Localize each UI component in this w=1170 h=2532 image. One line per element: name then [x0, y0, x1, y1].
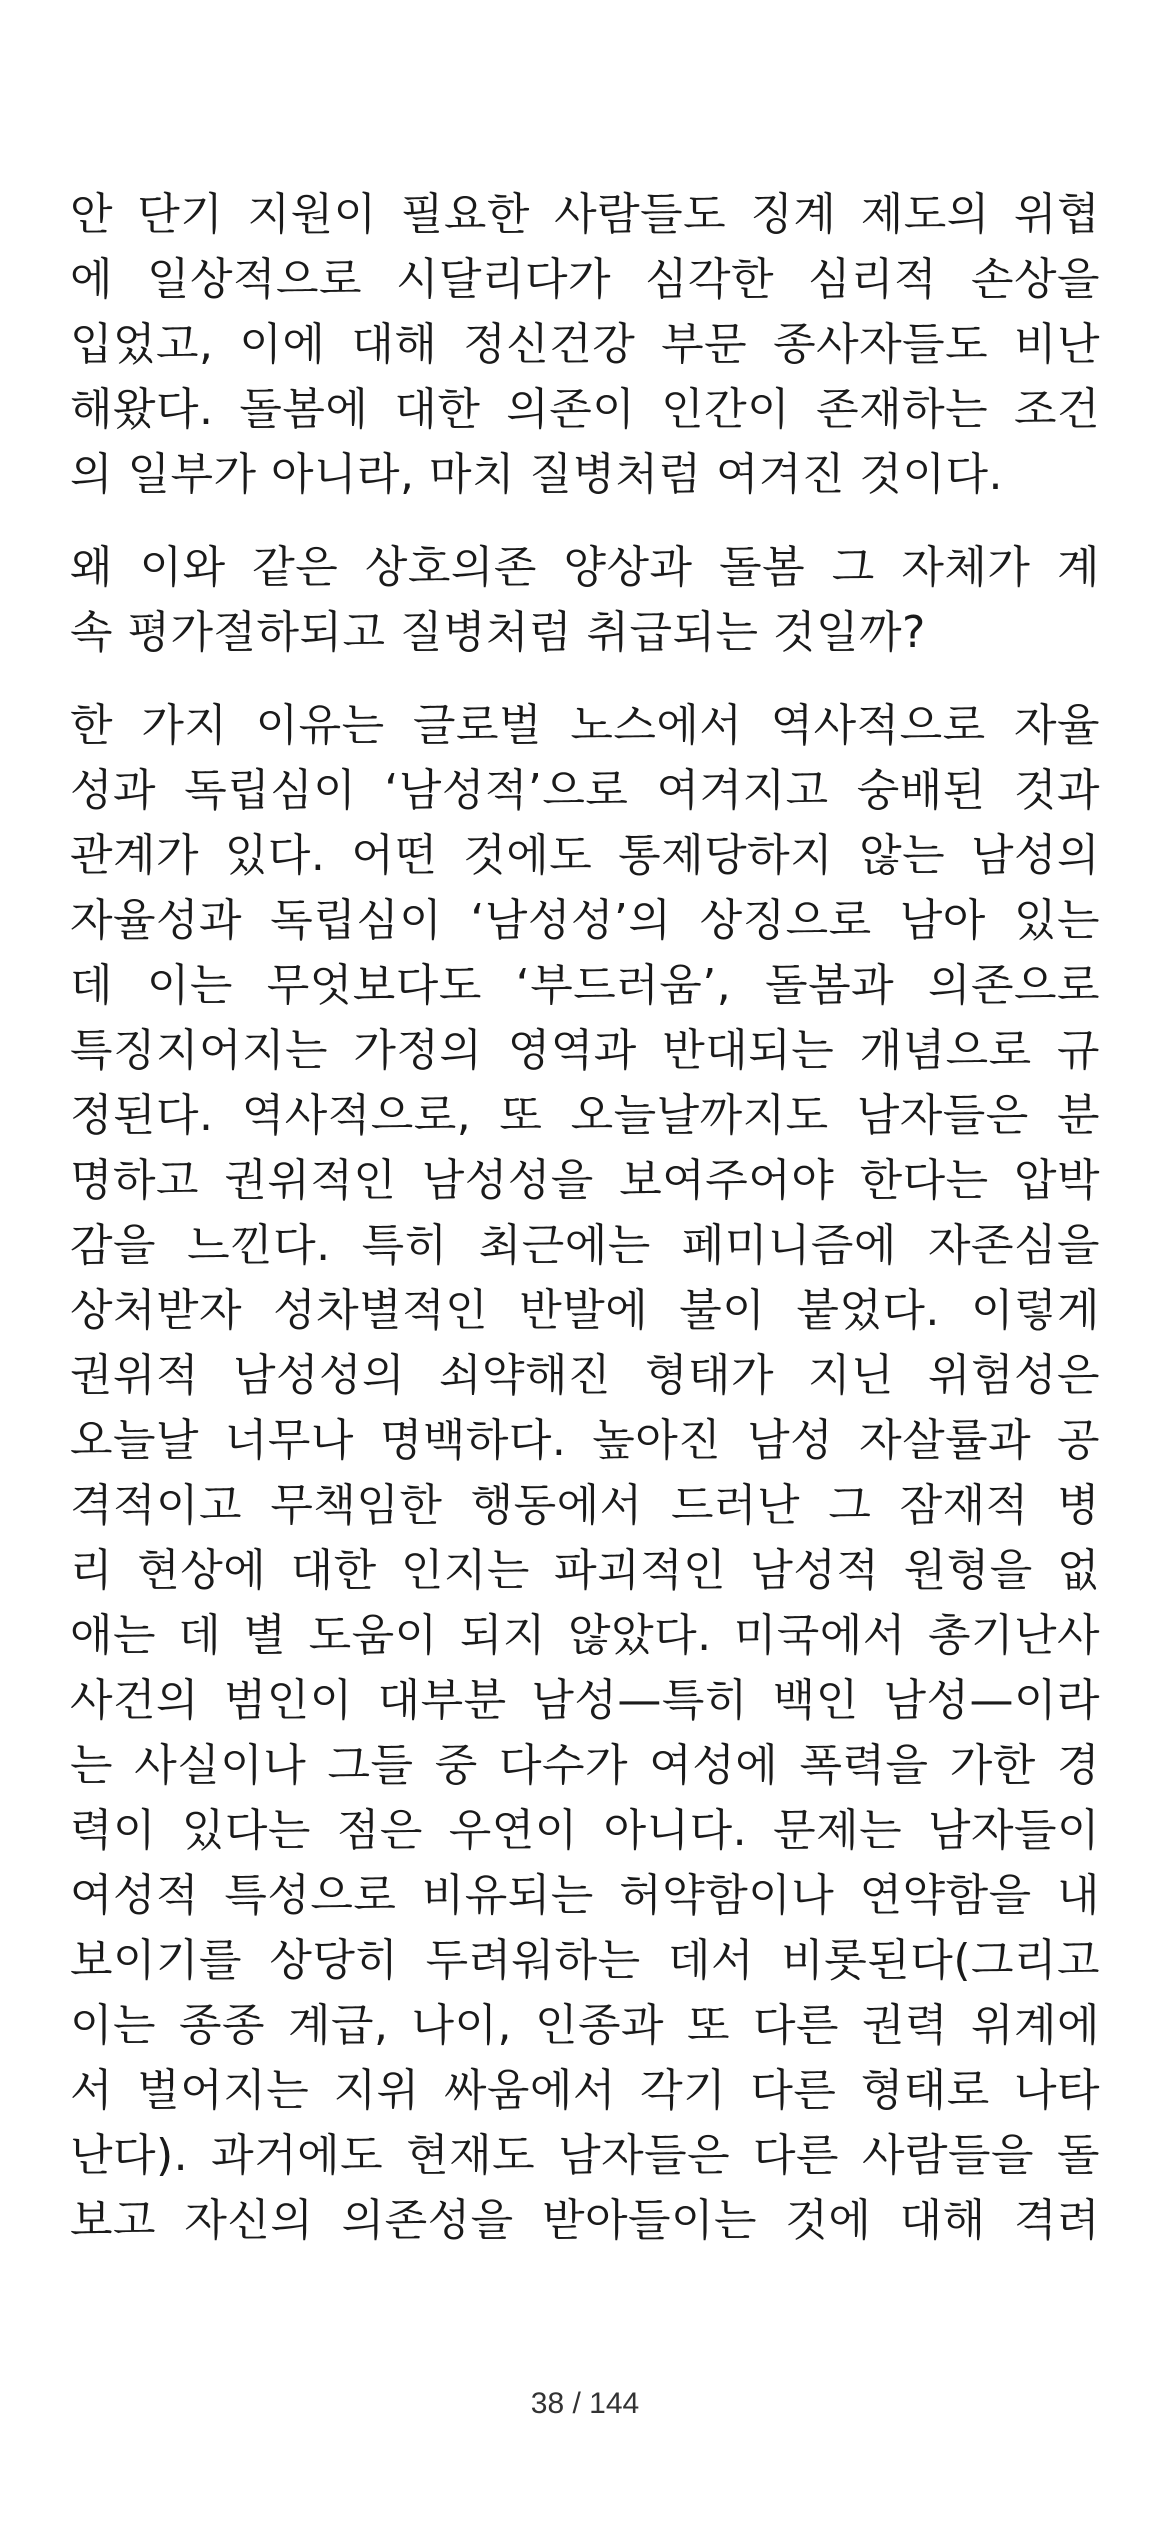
- text-line: 속 평가절하되고 질병처럼 취급되는 것일까?: [70, 607, 926, 658]
- text-line: 관계가 있다. 어떤 것에도 통제당하지 않는 남성의: [70, 830, 1100, 881]
- text-line: 성과 독립심이 ‘남성적’으로 여겨지고 숭배된 것과: [70, 765, 1100, 816]
- text-line: 오늘날 너무나 명백하다. 높아진 남성 자살률과 공: [70, 1415, 1100, 1466]
- book-text-body: [70, 182, 1100, 2253]
- paragraph-3: [70, 693, 1100, 2253]
- text-line: 상처받자 성차별적인 반발에 불이 붙었다. 이렇게: [70, 1285, 1100, 1336]
- text-line: 여성적 특성으로 비유되는 허약함이나 연약함을 내: [70, 1870, 1100, 1921]
- text-line: 해왔다. 돌봄에 대한 의존이 인간이 존재하는 조건: [70, 384, 1100, 435]
- paragraph-1: [70, 182, 1100, 507]
- text-line: 안 단기 지원이 필요한 사람들도 징계 제도의 위협: [70, 189, 1100, 240]
- text-line: 격적이고 무책임한 행동에서 드러난 그 잠재적 병: [70, 1480, 1100, 1531]
- text-line: 는 사실이나 그들 중 다수가 여성에 폭력을 가한 경: [70, 1740, 1100, 1791]
- text-line: 감을 느낀다. 특히 최근에는 페미니즘에 자존심을: [70, 1220, 1100, 1271]
- text-line: 정된다. 역사적으로, 또 오늘날까지도 남자들은 분: [70, 1090, 1100, 1141]
- text-line: 사건의 범인이 대부분 남성—특히 백인 남성—이라: [70, 1675, 1100, 1726]
- text-line: 서 벌어지는 지위 싸움에서 각기 다른 형태로 나타: [70, 2065, 1100, 2116]
- text-line: 데 이는 무엇보다도 ‘부드러움’, 돌봄과 의존으로: [70, 960, 1100, 1011]
- text-line: 명하고 권위적인 남성성을 보여주어야 한다는 압박: [70, 1155, 1100, 1206]
- text-line: 보고 자신의 의존성을 받아들이는 것에 대해 격려: [70, 2195, 1100, 2246]
- text-line: 자율성과 독립심이 ‘남성성’의 상징으로 남아 있는: [70, 895, 1100, 946]
- text-line: 력이 있다는 점은 우연이 아니다. 문제는 남자들이: [70, 1805, 1100, 1856]
- text-line: 의 일부가 아니라, 마치 질병처럼 여겨진 것이다.: [70, 449, 1003, 500]
- text-line: 난다). 과거에도 현재도 남자들은 다른 사람들을 돌: [70, 2130, 1100, 2181]
- text-line: 권위적 남성성의 쇠약해진 형태가 지닌 위험성은: [70, 1350, 1100, 1401]
- text-line: 특징지어지는 가정의 영역과 반대되는 개념으로 규: [70, 1025, 1100, 1076]
- text-line: 에 일상적으로 시달리다가 심각한 심리적 손상을: [70, 254, 1100, 305]
- text-line: 보이기를 상당히 두려워하는 데서 비롯된다(그리고: [70, 1935, 1100, 1986]
- page-indicator: 38 / 144: [530, 2387, 640, 2420]
- text-line: 한 가지 이유는 글로벌 노스에서 역사적으로 자율: [70, 700, 1100, 751]
- text-line: 왜 이와 같은 상호의존 양상과 돌봄 그 자체가 계: [70, 542, 1100, 593]
- paragraph-2: [70, 535, 1100, 665]
- text-line: 리 현상에 대한 인지는 파괴적인 남성적 원형을 없: [70, 1545, 1100, 1596]
- text-line: 애는 데 별 도움이 되지 않았다. 미국에서 총기난사: [70, 1610, 1100, 1661]
- text-line: 이는 종종 계급, 나이, 인종과 또 다른 권력 위계에: [70, 2000, 1100, 2051]
- text-line: 입었고, 이에 대해 정신건강 부문 종사자들도 비난: [70, 319, 1100, 370]
